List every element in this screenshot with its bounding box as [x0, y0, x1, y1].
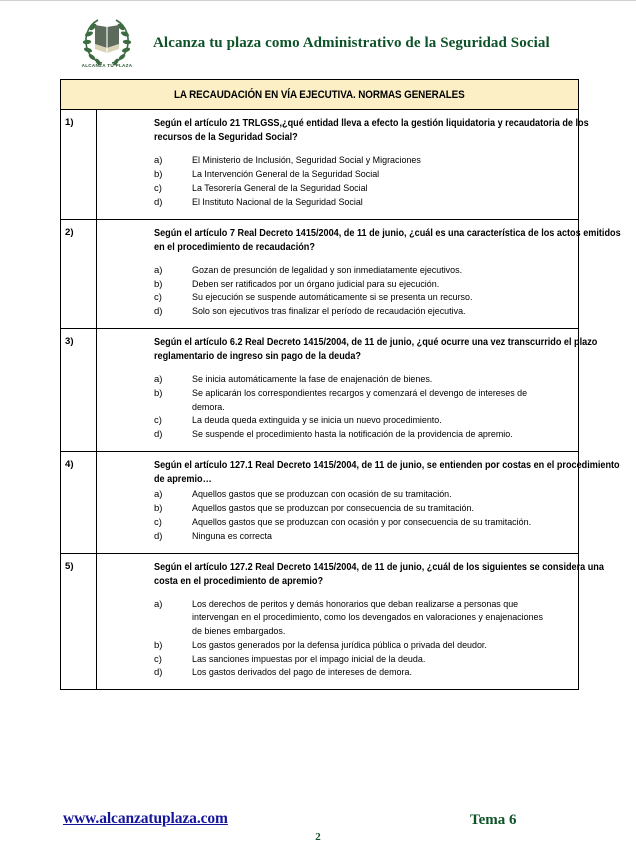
option-item[interactable]: [97, 278, 570, 291]
option-letter: c): [154, 653, 162, 665]
option-item[interactable]: [97, 182, 570, 195]
option-text: Aquellos gastos que se produzcan con ocasión de su tramitación.: [192, 489, 452, 501]
website-link[interactable]: www.alcanzatuplaza.com: [63, 810, 228, 827]
option-list: [97, 488, 570, 543]
option-item[interactable]: [97, 154, 570, 167]
option-letter: c): [154, 517, 162, 529]
option-item[interactable]: [97, 598, 570, 638]
tema-label: Tema 6: [470, 812, 517, 828]
option-item[interactable]: [97, 488, 570, 501]
option-item[interactable]: [97, 516, 570, 529]
option-text: Ninguna es correcta: [192, 531, 272, 542]
option-item[interactable]: [97, 291, 570, 304]
option-letter: b): [154, 278, 163, 290]
option-text: Se inicia automáticamente la fase de enajenación de bienes.: [192, 374, 433, 386]
option-text: Aquellos gastos que se produzcan con ocasión y por consecuencia de su tramitación.: [192, 517, 532, 529]
option-item[interactable]: [97, 305, 570, 318]
option-item[interactable]: [97, 530, 570, 543]
option-letter: b): [154, 639, 163, 651]
option-item[interactable]: [97, 428, 570, 441]
question-stem: Según el artículo 127.2 Real Decreto 1415/2004, de 11 de junio, ¿cuál de los siguientes se considera una costa en el procedimiento de apremio?: [154, 561, 604, 587]
question-body: [97, 110, 589, 219]
question-stem: Según el artículo 127.1 Real Decreto 1415/2004, de 11 de junio, se entienden por costas en el procedimiento de apremio…: [154, 460, 620, 486]
question-number: 3): [61, 329, 97, 451]
question-row: [61, 110, 589, 220]
option-list: [97, 598, 570, 680]
question-row: [61, 220, 621, 330]
question-stem: Según el artículo 21 TRLGSS,¿qué entidad lleva a efecto la gestión liquidatoria y recaudatoria de los recursos de la Seguridad Social?: [154, 118, 589, 143]
option-text: La deuda queda extinguida y se inicia un nuevo procedimiento.: [192, 415, 442, 427]
option-letter: d): [154, 306, 163, 318]
option-letter: d): [154, 667, 163, 679]
option-list: [97, 373, 570, 442]
option-letter: d): [154, 429, 163, 441]
document-header: [0, 13, 636, 75]
option-item[interactable]: [97, 264, 570, 277]
question-body: [97, 554, 604, 689]
option-letter: d): [154, 196, 163, 208]
option-item[interactable]: [97, 373, 570, 386]
page-title: Alcanza tu plaza como Administrativo de la Seguridad Social: [153, 35, 550, 51]
question-sheet: [60, 79, 621, 690]
question-row: [61, 554, 604, 689]
option-letter: b): [154, 388, 163, 400]
option-list: [97, 264, 570, 319]
option-letter: b): [154, 168, 163, 180]
logo-caption: ALCANZA TU PLAZA: [81, 63, 133, 68]
option-text: Los derechos de peritos y demás honorarios que deban realizarse a personas que intervengan en el procedimiento, como los devengados en valoraciones y enajenaciones de bienes embargados.: [192, 598, 543, 637]
question-body: [97, 220, 621, 329]
option-item[interactable]: [97, 502, 570, 515]
question-number: 2): [61, 220, 97, 329]
option-text: Los gastos generados por la defensa jurídica pública o privada del deudor.: [192, 639, 487, 651]
option-letter: c): [154, 182, 162, 194]
option-letter: a): [154, 374, 163, 386]
option-item[interactable]: [97, 666, 570, 679]
option-letter: a): [154, 489, 163, 501]
question-body: [97, 452, 620, 553]
option-letter: a): [154, 155, 163, 166]
question-row: [61, 452, 620, 554]
option-text: El Instituto Nacional de la Seguridad Social: [192, 196, 363, 208]
option-text: Se aplicarán los correspondientes recargos y comenzará el devengo de intereses de demora.: [192, 388, 528, 413]
option-text: Las sanciones impuestas por el impago inicial de la deuda.: [192, 653, 426, 665]
option-text: El Ministerio de Inclusión, Seguridad Social y Migraciones: [192, 155, 421, 166]
option-text: La Intervención General de la Seguridad Social: [192, 168, 380, 180]
question-body: [97, 329, 598, 451]
option-text: La Tesorería General de la Seguridad Social: [192, 182, 368, 194]
option-text: Se suspende el procedimiento hasta la notificación de la providencia de apremio.: [192, 429, 513, 441]
option-text: Deben ser ratificados por un órgano judicial para su ejecución.: [192, 278, 440, 290]
question-row: [61, 329, 598, 452]
option-list: [97, 154, 570, 209]
option-text: Su ejecución se suspende automáticamente si se presenta un recurso.: [192, 292, 473, 304]
option-letter: a): [154, 264, 163, 276]
document-footer: [0, 801, 636, 861]
option-letter: c): [154, 415, 162, 427]
question-number: 4): [61, 452, 97, 553]
option-item[interactable]: [97, 387, 570, 414]
option-item[interactable]: [97, 168, 570, 181]
option-item[interactable]: [97, 639, 570, 652]
option-text: Aquellos gastos que se produzcan por consecuencia de su tramitación.: [192, 503, 474, 515]
question-stem: Según el artículo 6.2 Real Decreto 1415/2004, de 11 de junio, ¿qué ocurre una vez transcurrido el plazo reglamentario de ingreso sin pago de la deuda?: [154, 337, 598, 363]
option-item[interactable]: [97, 196, 570, 209]
question-number: 5): [61, 554, 97, 689]
option-letter: d): [154, 531, 163, 542]
option-text: Gozan de presunción de legalidad y son inmediatamente ejecutivos.: [192, 264, 463, 276]
section-banner: [61, 80, 578, 110]
option-item[interactable]: [97, 653, 570, 666]
question-stem: Según el artículo 7 Real Decreto 1415/2004, de 11 de junio, ¿cuál es una característica de los actos emitidos en el procedimiento de recaudación?: [154, 227, 621, 253]
section-banner-title: LA RECAUDACIÓN EN VÍA EJECUTIVA. NORMAS GENERALES: [174, 88, 465, 101]
option-letter: b): [154, 503, 163, 515]
option-letter: c): [154, 292, 162, 304]
question-number: 1): [61, 110, 97, 219]
option-letter: a): [154, 598, 163, 610]
option-item[interactable]: [97, 414, 570, 427]
option-text: Los gastos derivados del pago de intereses de demora.: [192, 667, 412, 679]
page-number: 2: [315, 831, 321, 843]
option-text: Solo son ejecutivos tras finalizar el período de recaudación ejecutiva.: [192, 306, 466, 318]
